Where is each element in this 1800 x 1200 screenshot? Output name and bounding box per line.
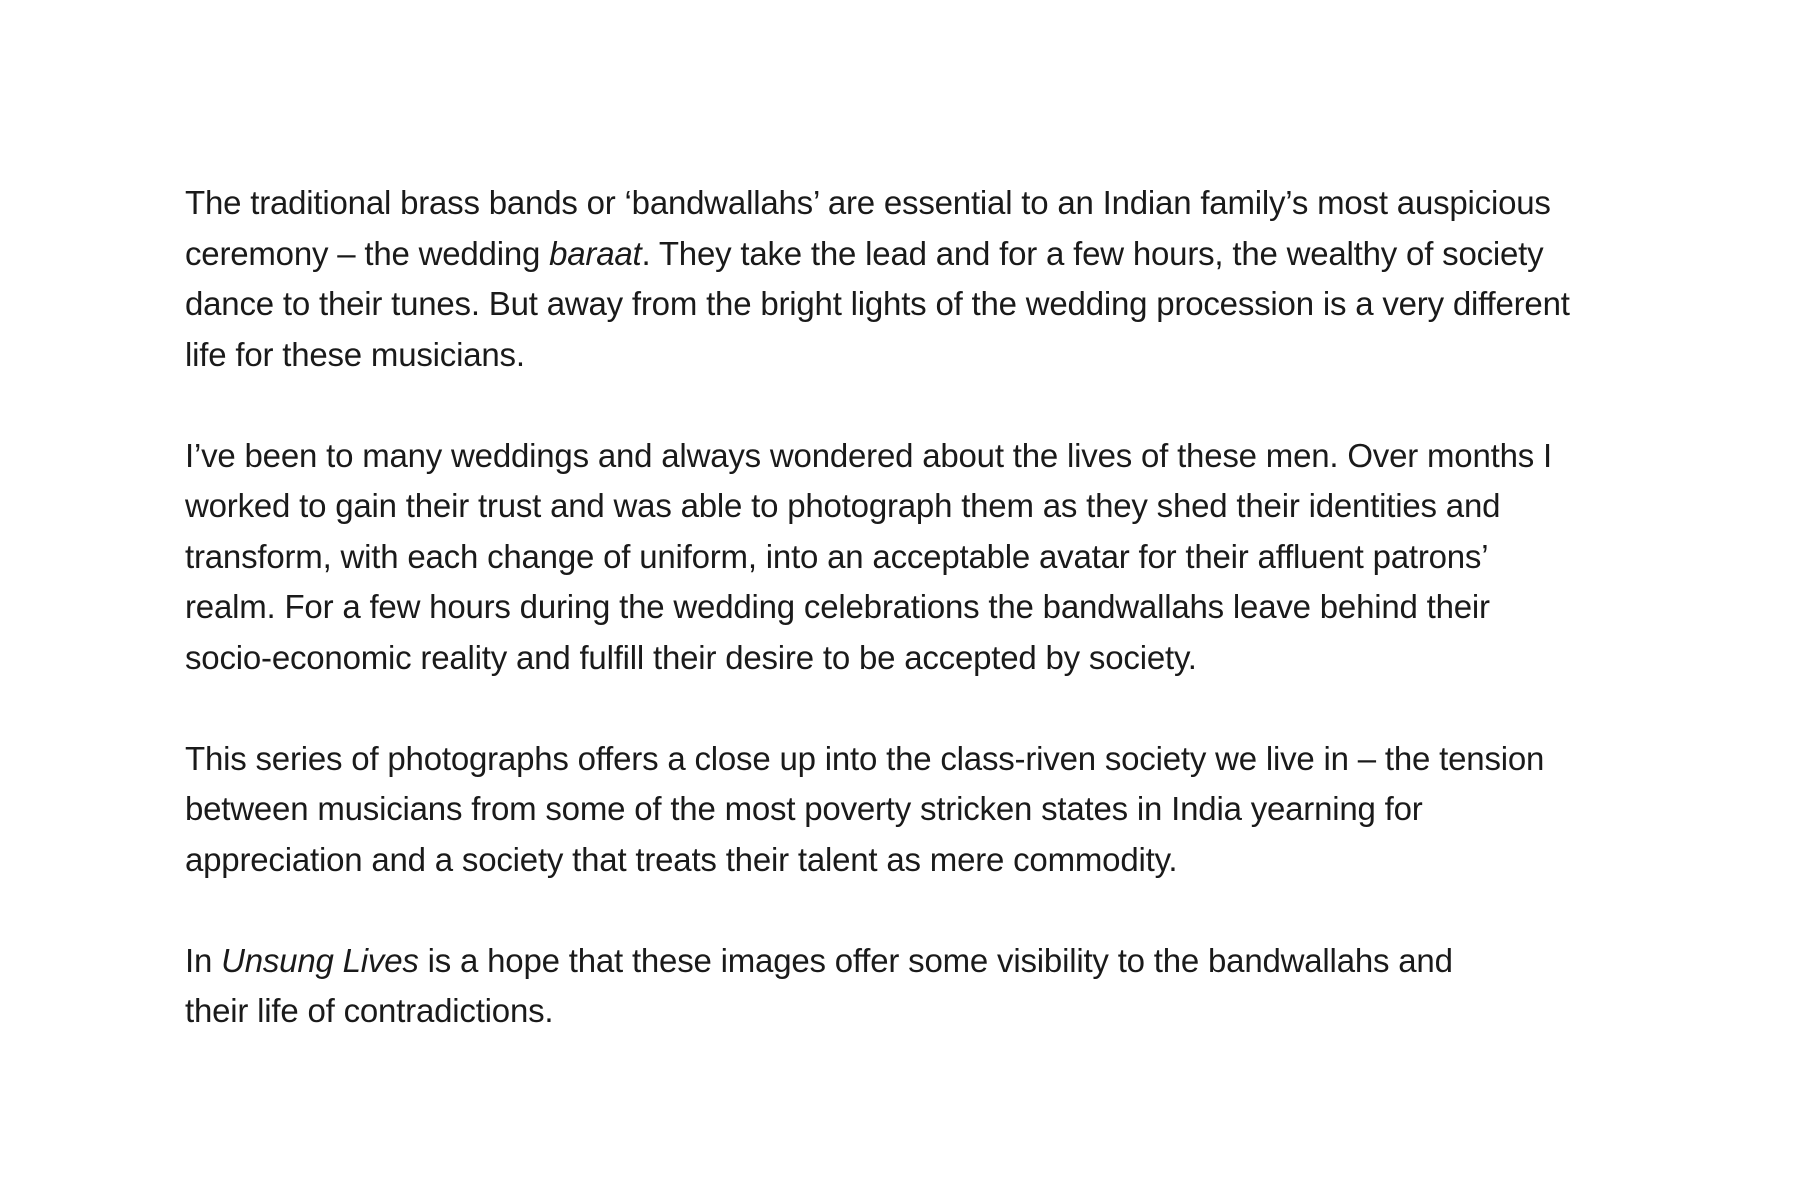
paragraph-photographer-experience: [185, 431, 1675, 684]
text-line: The traditional brass bands or ‘bandwallahs’ are essential to an Indian family’s most auspicious: [185, 184, 1551, 221]
text-segment: In: [185, 941, 222, 979]
artist-statement: [185, 178, 1675, 1087]
text-line: socio-economic reality and fulfill their desire to be accepted by society.: [185, 638, 1197, 676]
paragraph-introduction: [185, 178, 1675, 380]
text-segment: ceremony – the wedding: [185, 234, 550, 272]
text-segment: . They take the lead and for a few hours, the wealthy of society: [641, 234, 1544, 272]
paragraph-conclusion: [185, 936, 1675, 1037]
text-line: transform, with each change of uniform, into an acceptable avatar for their affluent patrons’: [185, 537, 1489, 575]
text-line: dance to their tunes. But away from the bright lights of the wedding procession is a very different: [185, 285, 1570, 322]
text-line: appreciation and a society that treats their talent as mere commodity.: [185, 840, 1178, 878]
paragraph-series-context: [185, 734, 1675, 886]
text-line: realm. For a few hours during the wedding celebrations the bandwallahs leave behind their: [185, 588, 1490, 625]
text-segment: is a hope that these images offer some visibility to the bandwallahs and: [418, 941, 1453, 979]
text-line: between musicians from some of the most poverty stricken states in India yearning for: [185, 790, 1423, 827]
text-line-with-title: [185, 936, 1675, 987]
text-line-with-baraat: [185, 229, 1675, 280]
text-line: life for these musicians.: [185, 335, 525, 373]
text-line: This series of photographs offers a close up into the class-riven society we live in – the tension: [185, 739, 1545, 777]
text-line: worked to gain their trust and was able to photograph them as they shed their identities and: [185, 487, 1501, 524]
text-line: their life of contradictions.: [185, 992, 554, 1029]
italic-term-baraat: baraat: [549, 234, 642, 272]
italic-title-unsung-lives: Unsung Lives: [221, 941, 419, 979]
text-line: I’ve been to many weddings and always wondered about the lives of these men. Over months I: [185, 436, 1552, 474]
